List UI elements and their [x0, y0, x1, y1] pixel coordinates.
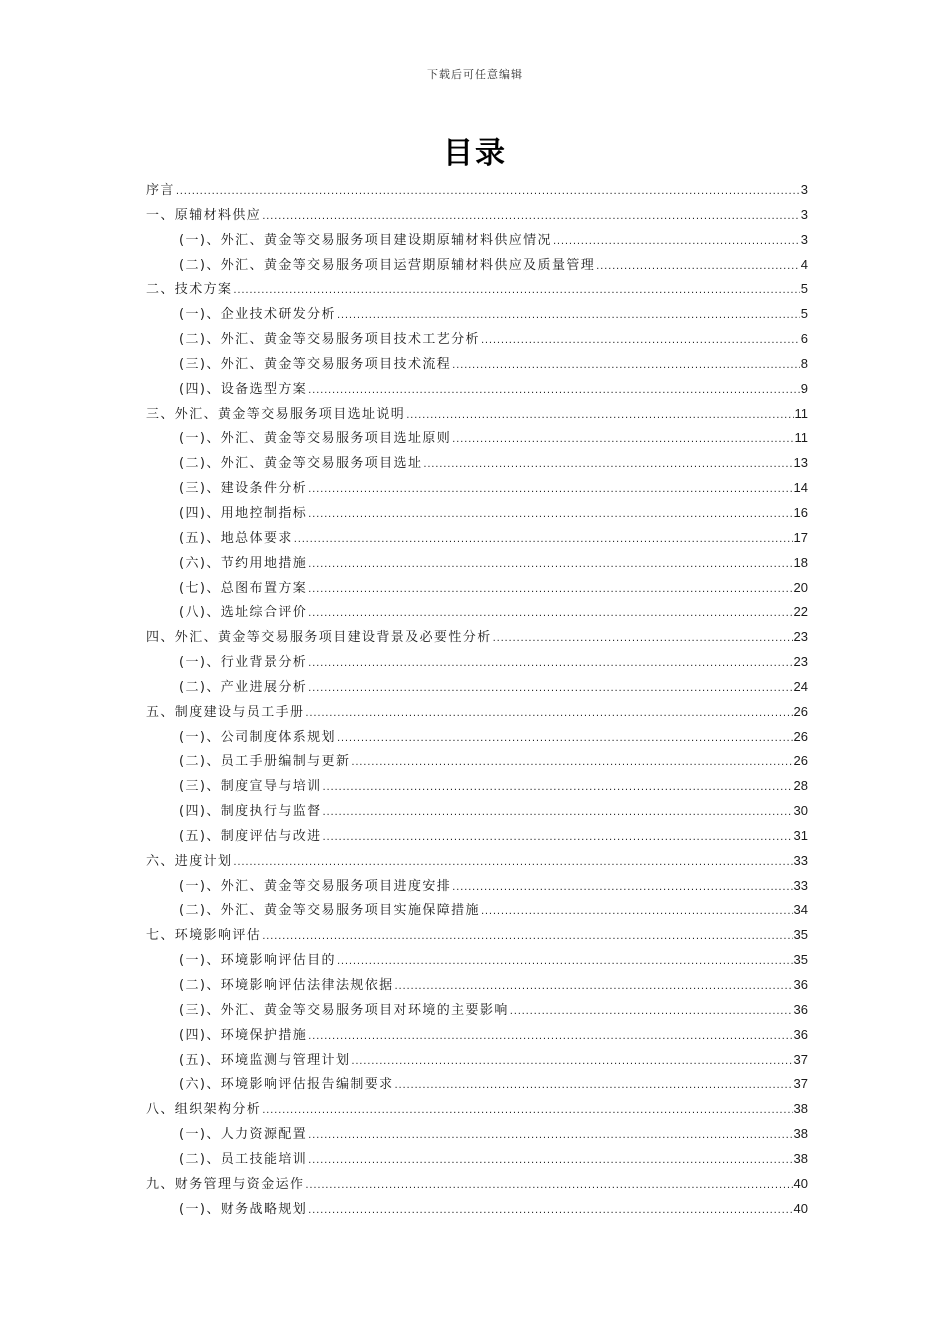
toc-entry-page: 36 [793, 1026, 808, 1042]
toc-entry-page: 3 [800, 182, 808, 197]
toc-dot-leader [308, 602, 792, 627]
toc-dot-leader [262, 205, 800, 230]
toc-entry[interactable] [146, 948, 808, 973]
toc-entry-label: (二)、外汇、黄金等交易服务项目实施保障措施 [179, 903, 480, 919]
toc-entry-label: 三、外汇、黄金等交易服务项目选址说明 [146, 406, 406, 422]
toc-entry-page: 23 [793, 654, 808, 670]
toc-dot-leader [395, 975, 793, 1000]
toc-entry-page: 23 [793, 629, 808, 645]
toc-dot-leader [351, 1050, 792, 1075]
toc-entry-page: 9 [800, 380, 808, 396]
toc-entry-page: 37 [793, 1076, 808, 1092]
toc-entry-page: 26 [793, 703, 808, 719]
toc-entry-page: 3 [800, 231, 808, 247]
toc-dot-leader [305, 702, 792, 727]
toc-dot-leader [308, 1149, 792, 1174]
toc-entry-label: (二)、员工技能培训 [179, 1151, 308, 1167]
toc-dot-leader [510, 1000, 793, 1025]
toc-dot-leader [233, 851, 792, 876]
toc-entry-page: 26 [793, 728, 808, 744]
toc-entry-label: (四)、设备选型方案 [179, 381, 308, 397]
toc-entry-label: 七、环境影响评估 [146, 928, 262, 944]
toc-entry[interactable] [146, 1122, 808, 1147]
toc-entry[interactable] [146, 1147, 808, 1172]
toc-dot-leader [452, 876, 792, 901]
toc-entry[interactable] [146, 526, 808, 551]
toc-entry[interactable] [146, 898, 808, 923]
toc-entry[interactable] [146, 725, 808, 750]
toc-entry-label: (一)、环境影响评估目的 [179, 953, 336, 969]
toc-entry[interactable] [146, 203, 808, 228]
toc-entry-page: 11 [794, 430, 808, 446]
toc-entry-page: 33 [793, 852, 808, 868]
toc-entry[interactable] [146, 998, 808, 1023]
toc-entry-page: 28 [793, 778, 808, 794]
toc-dot-leader [323, 776, 793, 801]
toc-entry-label: (五)、环境监测与管理计划 [179, 1052, 351, 1068]
toc-entry[interactable] [146, 551, 808, 576]
toc-dot-leader [308, 578, 792, 603]
toc-entry-label: (二)、外汇、黄金等交易服务项目技术工艺分析 [179, 332, 480, 348]
toc-dot-leader [452, 354, 800, 379]
toc-entry[interactable] [146, 625, 808, 650]
toc-entry-page: 26 [793, 753, 808, 769]
toc-dot-leader [308, 1025, 792, 1050]
toc-entry[interactable] [146, 501, 808, 526]
toc-dot-leader [351, 751, 792, 776]
toc-entry-page: 36 [793, 977, 808, 992]
toc-entry-label: 九、财务管理与资金运作 [146, 1176, 305, 1192]
toc-entry-page: 33 [793, 877, 808, 893]
toc-entry-page: 11 [794, 405, 808, 421]
toc-entry-label: (七)、总图布置方案 [179, 580, 308, 596]
toc-dot-leader [262, 1099, 792, 1124]
toc-entry-page: 22 [793, 604, 808, 620]
toc-entry[interactable] [146, 1172, 808, 1197]
toc-entry[interactable] [146, 973, 808, 998]
toc-entry[interactable] [146, 700, 808, 725]
toc-dot-leader [395, 1074, 793, 1099]
toc-dot-leader [233, 279, 799, 304]
toc-entry-label: (三)、外汇、黄金等交易服务项目技术流程 [179, 356, 452, 372]
toc-entry-label: (三)、建设条件分析 [179, 481, 308, 497]
toc-entry-label: (一)、外汇、黄金等交易服务项目选址原则 [179, 431, 452, 447]
toc-entry[interactable] [146, 253, 808, 278]
toc-dot-leader [406, 404, 793, 429]
toc-entry-page: 14 [793, 480, 808, 496]
page-header-note: 下载后可任意编辑 [427, 68, 523, 81]
toc-entry-page: 24 [793, 678, 808, 694]
toc-entry[interactable] [146, 1197, 808, 1222]
toc-entry-label: (一)、外汇、黄金等交易服务项目进度安排 [179, 878, 452, 894]
toc-dot-leader [308, 503, 792, 528]
toc-entry-page: 5 [800, 306, 808, 322]
toc-entry-page: 30 [793, 803, 808, 819]
toc-dot-leader [262, 925, 792, 950]
toc-entry-page: 13 [793, 455, 808, 471]
toc-entry-label: 五、制度建设与员工手册 [146, 704, 305, 720]
toc-dot-leader [308, 652, 792, 677]
toc-entry-label: (五)、制度评估与改进 [179, 828, 322, 844]
toc-dot-leader [323, 801, 793, 826]
toc-entry[interactable] [146, 849, 808, 874]
toc-dot-leader [452, 428, 793, 453]
toc-dot-leader [337, 727, 793, 752]
toc-dot-leader [337, 304, 800, 329]
toc-entry-label: (二)、员工手册编制与更新 [179, 754, 351, 770]
toc-entry-page: 40 [793, 1200, 808, 1216]
toc-entry-page: 38 [793, 1101, 808, 1117]
toc-entry-label: (六)、环境影响评估报告编制要求 [179, 1077, 394, 1093]
toc-entry-label: 四、外汇、黄金等交易服务项目建设背景及必要性分析 [146, 630, 492, 646]
toc-entry[interactable] [146, 178, 808, 203]
toc-entry-page: 34 [793, 902, 808, 918]
toc-entry[interactable] [146, 749, 808, 774]
toc-entry[interactable] [146, 576, 808, 601]
toc-entry[interactable] [146, 1023, 808, 1048]
toc-entry-label: (一)、财务战略规划 [179, 1201, 308, 1217]
toc-entry[interactable] [146, 600, 808, 625]
toc-entry[interactable] [146, 874, 808, 899]
toc-dot-leader [323, 826, 793, 851]
toc-dot-leader [294, 528, 793, 553]
toc-entry-label: (一)、人力资源配置 [179, 1127, 308, 1143]
toc-entry-page: 20 [793, 579, 808, 595]
toc-entry-label: (一)、行业背景分析 [179, 655, 308, 671]
toc-entry-label: (一)、公司制度体系规划 [179, 729, 336, 745]
toc-entry[interactable] [146, 1048, 808, 1073]
toc-entry-page: 18 [793, 554, 808, 570]
toc-dot-leader [493, 627, 793, 652]
toc-entry-page: 35 [793, 927, 808, 943]
toc-entry[interactable] [146, 824, 808, 849]
toc-dot-leader [305, 1174, 792, 1199]
toc-entry-label: (二)、产业进展分析 [179, 679, 308, 695]
toc-dot-leader [481, 900, 793, 925]
toc-entry-label: (三)、制度宣导与培训 [179, 779, 322, 795]
toc-entry-page: 36 [793, 1001, 808, 1017]
toc-dot-leader [308, 677, 792, 702]
toc-entry-page: 37 [793, 1051, 808, 1067]
toc-entry-label: (一)、企业技术研发分析 [179, 307, 336, 323]
toc-entry[interactable] [146, 352, 808, 377]
toc-entry[interactable] [146, 277, 808, 302]
table-of-contents [146, 178, 808, 1221]
toc-entry[interactable] [146, 1072, 808, 1097]
toc-entry-page: 4 [800, 256, 808, 272]
toc-dot-leader [481, 329, 800, 354]
toc-entry-page: 16 [793, 504, 808, 520]
toc-entry[interactable] [146, 377, 808, 402]
toc-entry[interactable] [146, 451, 808, 476]
toc-entry[interactable] [146, 675, 808, 700]
toc-entry-page: 38 [793, 1150, 808, 1166]
toc-entry-label: (六)、节约用地措施 [179, 555, 308, 571]
toc-dot-leader [308, 379, 800, 404]
toc-dot-leader [308, 553, 792, 578]
toc-entry-label: (一)、外汇、黄金等交易服务项目建设期原辅材料供应情况 [179, 232, 552, 248]
toc-entry[interactable] [146, 402, 808, 427]
toc-entry-page: 8 [800, 355, 808, 371]
toc-entry[interactable] [146, 923, 808, 948]
toc-entry-label: (二)、环境影响评估法律法规依据 [179, 978, 394, 993]
toc-entry-page: 6 [800, 331, 808, 347]
toc-entry-label: 一、原辅材料供应 [146, 207, 262, 223]
toc-entry-label: 序言 [146, 183, 175, 198]
toc-entry-label: (三)、外汇、黄金等交易服务项目对环境的主要影响 [179, 1002, 509, 1018]
toc-entry-page: 38 [793, 1126, 808, 1142]
toc-entry-label: (四)、用地控制指标 [179, 505, 308, 521]
toc-entry-label: 八、组织架构分析 [146, 1102, 262, 1118]
toc-entry-label: (二)、外汇、黄金等交易服务项目选址 [179, 456, 423, 472]
toc-dot-leader [308, 1199, 792, 1224]
toc-entry[interactable] [146, 327, 808, 352]
toc-dot-leader [308, 1124, 792, 1149]
toc-dot-leader [337, 950, 793, 975]
toc-dot-leader [596, 255, 800, 280]
toc-entry[interactable] [146, 426, 808, 451]
toc-entry-page: 40 [793, 1175, 808, 1191]
toc-dot-leader [423, 453, 792, 478]
toc-entry-label: (二)、外汇、黄金等交易服务项目运营期原辅材料供应及质量管理 [179, 257, 596, 273]
toc-entry[interactable] [146, 1097, 808, 1122]
toc-entry-page: 31 [793, 827, 808, 843]
toc-entry[interactable] [146, 228, 808, 253]
toc-entry[interactable] [146, 302, 808, 327]
toc-dot-leader [308, 478, 792, 503]
toc-title: 目录 [443, 136, 507, 171]
toc-dot-leader [176, 180, 800, 205]
toc-entry-label: 六、进度计划 [146, 853, 233, 869]
toc-entry-label: (四)、制度执行与监督 [179, 804, 322, 820]
toc-entry[interactable] [146, 799, 808, 824]
toc-entry-page: 35 [793, 952, 808, 968]
toc-entry-page: 17 [793, 529, 808, 545]
toc-entry-label: (五)、地总体要求 [179, 530, 293, 546]
toc-entry-page: 3 [800, 206, 808, 222]
toc-entry-label: 二、技术方案 [146, 282, 233, 298]
toc-entry[interactable] [146, 476, 808, 501]
toc-dot-leader [553, 230, 800, 255]
toc-entry-label: (八)、选址综合评价 [179, 605, 308, 621]
toc-entry-page: 5 [800, 281, 808, 297]
toc-entry[interactable] [146, 774, 808, 799]
toc-entry[interactable] [146, 650, 808, 675]
toc-entry-label: (四)、环境保护措施 [179, 1027, 308, 1043]
